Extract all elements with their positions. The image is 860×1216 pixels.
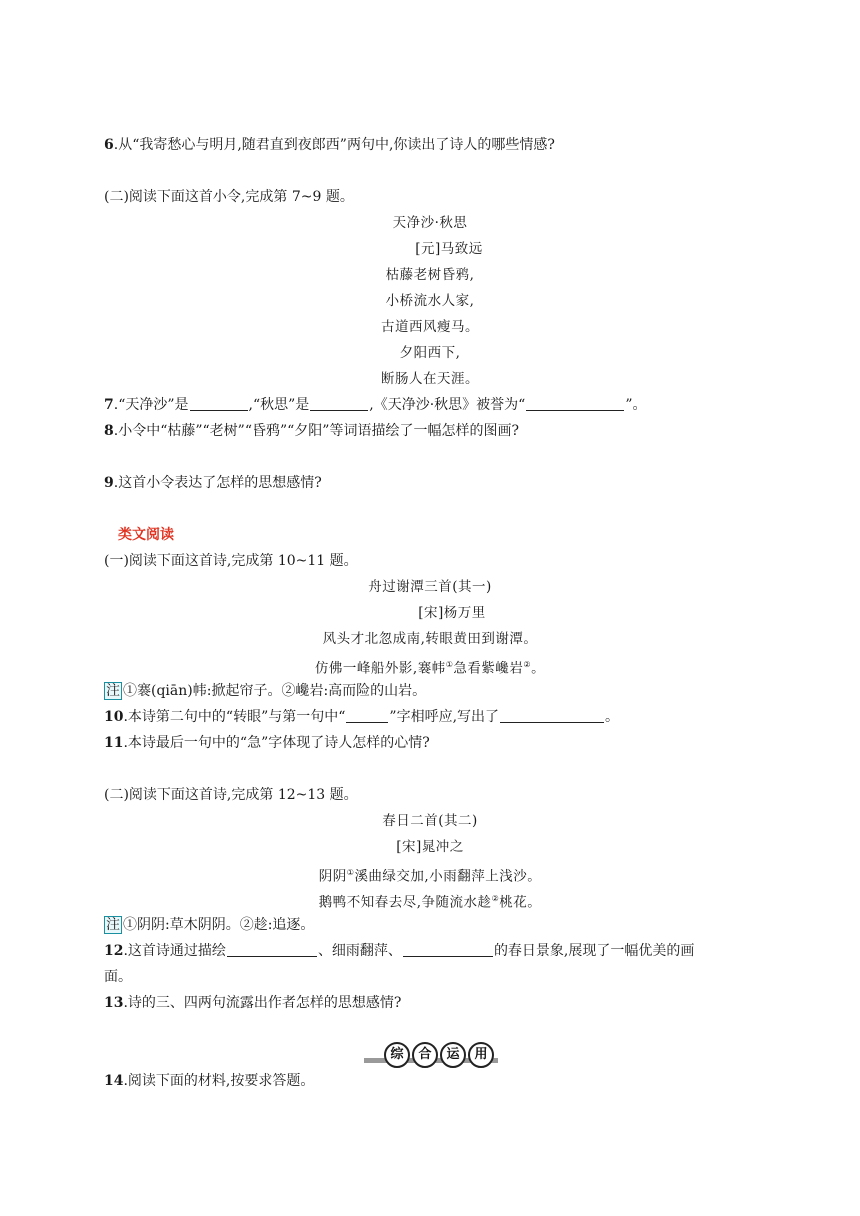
poem-author: [宋]晁冲之 <box>396 839 464 855</box>
question-text: .从“我寄愁心与明月,随君直到夜郎西”两句中,你读出了诗人的哪些情感? <box>113 137 555 153</box>
poem-title: 天净沙·秋思 <box>392 215 468 231</box>
footnote-marker: ② <box>491 894 500 903</box>
badge-characters <box>384 1042 494 1068</box>
question-text: 的春日景象,展现了一幅优美的画 <box>493 943 695 959</box>
question-text: .本诗第二句中的“转眼”与第一句中“ <box>123 709 346 725</box>
footnote-marker: ② <box>523 660 532 669</box>
answer-blank[interactable] <box>526 396 624 411</box>
question-9 <box>104 474 322 492</box>
question-text: .阅读下面的材料,按要求答题。 <box>123 1073 315 1089</box>
question-text: .这首诗通过描绘 <box>123 943 226 959</box>
poem-line <box>0 864 860 886</box>
poem-line <box>0 656 860 678</box>
poem-author: [宋]杨万里 <box>418 605 486 621</box>
poem-author: [元]马致远 <box>415 241 483 257</box>
question-12-continued: 面。 <box>104 969 132 985</box>
question-text: ,“秋思”是 <box>248 397 310 413</box>
question-6 <box>104 136 555 154</box>
question-number: 12 <box>104 943 124 959</box>
question-14 <box>104 1072 314 1090</box>
poem-line: 小桥流水人家, <box>385 293 475 309</box>
answer-blank[interactable] <box>310 396 368 411</box>
answer-blank[interactable] <box>227 942 317 957</box>
question-text: .本诗最后一句中的“急”字体现了诗人怎样的心情? <box>123 735 430 751</box>
answer-blank[interactable] <box>190 396 248 411</box>
poem-line <box>0 890 860 912</box>
reading-intro-12-13: (二)阅读下面这首诗,完成第 12~13 题。 <box>104 787 358 803</box>
question-text: 、细雨翻萍、 <box>317 943 402 959</box>
question-8 <box>104 422 519 440</box>
reading-intro-7-9: (二)阅读下面这首小令,完成第 7~9 题。 <box>104 189 354 205</box>
question-7 <box>104 396 647 414</box>
badge-char: 综 <box>384 1042 410 1068</box>
note-text: ①褰(qiān)帏:掀起帘子。②巉岩:高而险的山岩。 <box>123 683 427 699</box>
poem-title: 舟过谢潭三首(其一) <box>368 579 492 595</box>
poem-line: 断肠人在天涯。 <box>381 371 479 387</box>
badge-char: 运 <box>440 1042 466 1068</box>
section-title: 类文阅读 <box>118 527 174 543</box>
question-13 <box>104 994 401 1012</box>
poem-text: 。 <box>531 660 546 677</box>
badge-char: 用 <box>468 1042 494 1068</box>
annotation-note <box>104 682 426 700</box>
question-text: .“天净沙”是 <box>113 397 189 413</box>
poem-title: 春日二首(其二) <box>382 813 478 829</box>
poem-text: 溪曲绿交加,小雨翻萍上浅沙。 <box>354 868 542 885</box>
answer-blank[interactable] <box>500 708 604 723</box>
poem-text: 仿佛一峰船外影,褰帏 <box>314 660 446 677</box>
note-label: 注 <box>106 917 120 933</box>
note-label: 注 <box>106 683 120 699</box>
question-text: ”字相呼应,写出了 <box>389 709 500 725</box>
poem-text: 阴阴 <box>318 868 347 885</box>
question-11 <box>104 734 430 752</box>
question-number: 9 <box>104 475 114 491</box>
question-number: 10 <box>104 709 124 725</box>
answer-blank[interactable] <box>403 942 493 957</box>
question-text: 。 <box>605 709 620 725</box>
poem-text: 桃花。 <box>499 894 542 911</box>
question-number: 7 <box>104 397 114 413</box>
note-text: ①阴阴:草木阴阴。②趁:追逐。 <box>123 917 315 933</box>
annotation-note <box>104 916 314 934</box>
badge-char: 合 <box>412 1042 438 1068</box>
footnote-marker: ① <box>445 660 454 669</box>
poem-line: 夕阳西下, <box>399 345 461 361</box>
footnote-marker: ① <box>346 868 355 877</box>
poem-line: 枯藤老树昏鸦, <box>385 267 475 283</box>
question-text: ”。 <box>625 397 647 413</box>
question-number: 6 <box>104 137 114 153</box>
question-number: 8 <box>104 423 114 439</box>
question-text: ,《天净沙·秋思》被誉为“ <box>369 397 526 413</box>
reading-intro-10-11: (一)阅读下面这首诗,完成第 10~11 题。 <box>104 553 358 569</box>
poem-line: 风头才北忽成南,转眼黄田到谢潭。 <box>322 631 538 647</box>
poem-text: 急看紫巉岩 <box>453 660 524 677</box>
poem-text: 鹅鸭不知春去尽,争随流水趁 <box>318 894 492 911</box>
question-text: .诗的三、四两句流露出作者怎样的思想感情? <box>123 995 402 1011</box>
section-badge <box>364 1042 498 1066</box>
question-number: 13 <box>104 995 124 1011</box>
answer-blank[interactable] <box>346 708 388 723</box>
question-10 <box>104 708 619 726</box>
question-12 <box>104 942 694 960</box>
poem-line: 古道西风瘦马。 <box>381 319 479 335</box>
question-text: .小令中“枯藤”“老树”“昏鸦”“夕阳”等词语描绘了一幅怎样的图画? <box>113 423 519 439</box>
question-text: .这首小令表达了怎样的思想感情? <box>113 475 322 491</box>
question-number: 14 <box>104 1073 124 1089</box>
question-number: 11 <box>104 735 124 751</box>
